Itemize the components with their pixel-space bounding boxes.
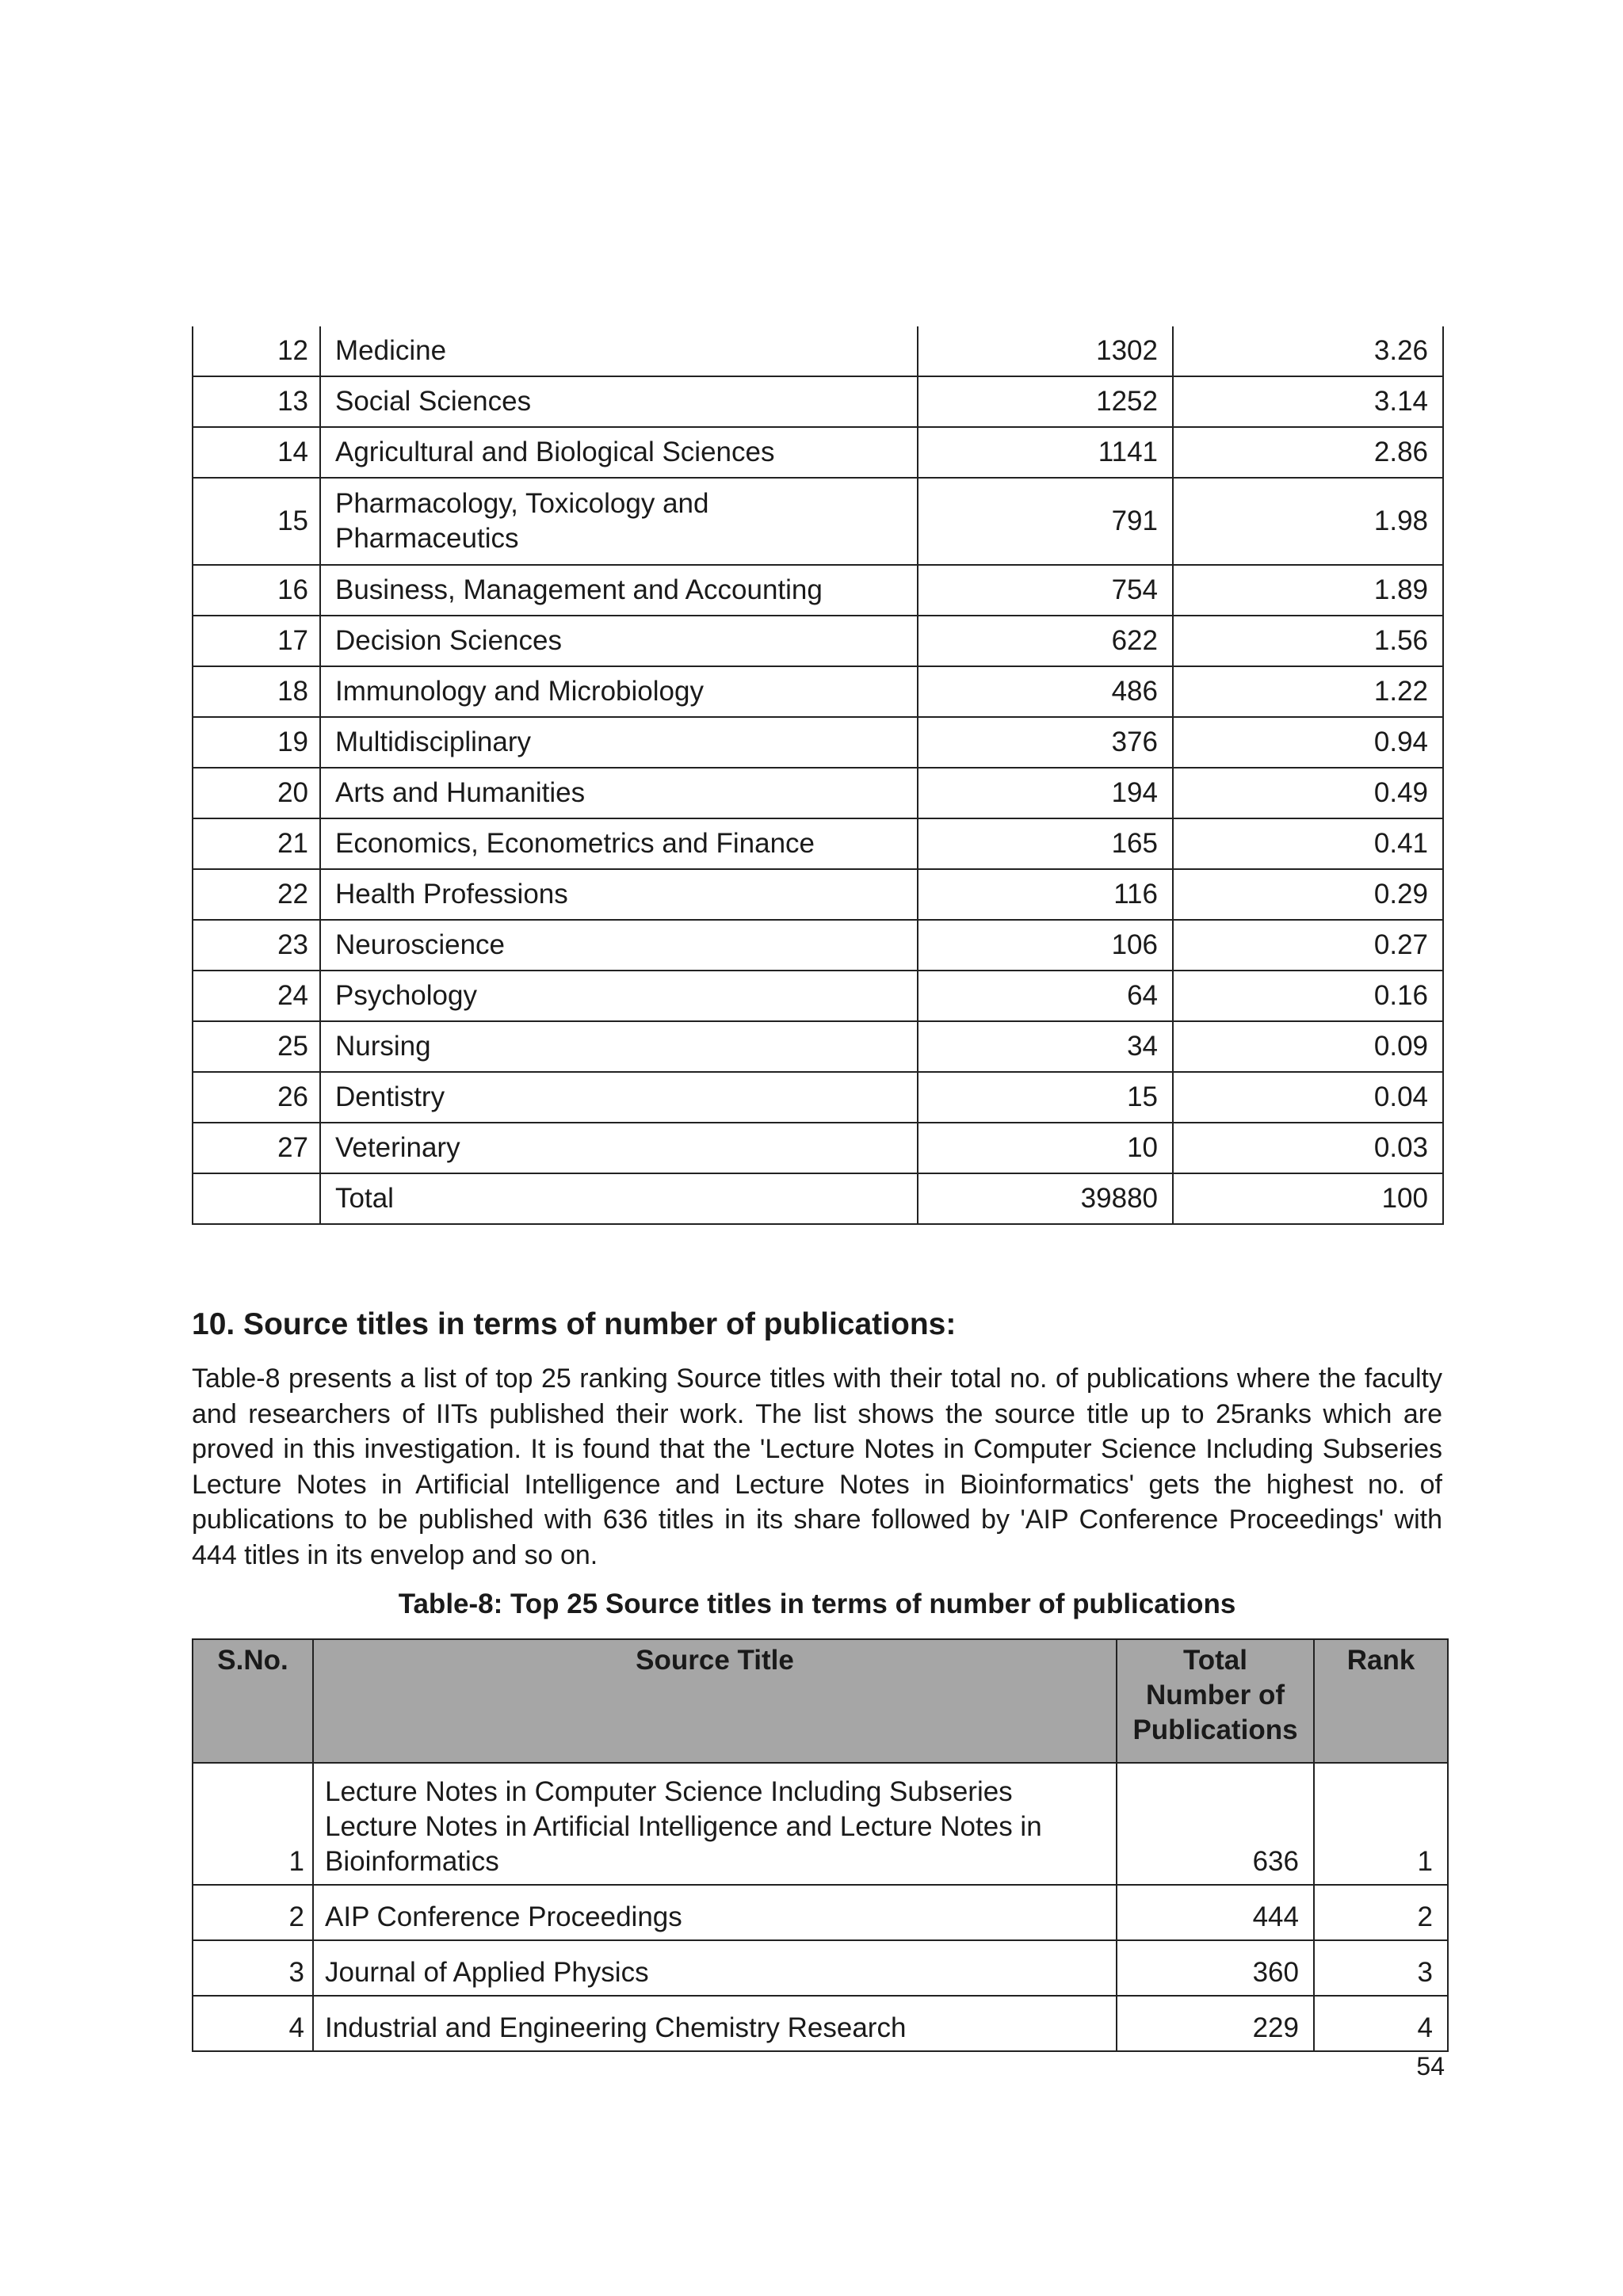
header-sno: S.No. bbox=[193, 1639, 313, 1763]
table-row bbox=[193, 869, 1443, 920]
serial-number: 17 bbox=[193, 616, 320, 666]
page-number: 54 bbox=[1416, 2052, 1445, 2081]
source-title: AIP Conference Proceedings bbox=[313, 1885, 1117, 1940]
serial-number: 23 bbox=[193, 920, 320, 971]
subject-area: Neuroscience bbox=[320, 920, 918, 971]
total-label: Total bbox=[320, 1173, 918, 1224]
table-header-row bbox=[193, 1639, 1448, 1763]
percentage: 0.94 bbox=[1173, 717, 1443, 768]
total-row bbox=[193, 1173, 1443, 1224]
subject-area: Decision Sciences bbox=[320, 616, 918, 666]
serial-number: 12 bbox=[193, 326, 320, 376]
publication-count: 1141 bbox=[918, 427, 1173, 478]
table-row bbox=[193, 768, 1443, 818]
subject-area-table bbox=[192, 326, 1444, 1225]
source-title-line: Lecture Notes in Artificial Intelligence and Lecture Notes in bbox=[325, 1811, 1042, 1842]
subject-area: Medicine bbox=[320, 326, 918, 376]
subject-area: Psychology bbox=[320, 971, 918, 1021]
publication-count: 1252 bbox=[918, 376, 1173, 427]
serial-number: 24 bbox=[193, 971, 320, 1021]
percentage: 0.16 bbox=[1173, 971, 1443, 1021]
section-heading: 10. Source titles in terms of number of publications: bbox=[192, 1307, 957, 1341]
total-count: 39880 bbox=[918, 1173, 1173, 1224]
rank: 2 bbox=[1314, 1885, 1448, 1940]
publication-count: 10 bbox=[918, 1123, 1173, 1173]
percentage: 0.03 bbox=[1173, 1123, 1443, 1173]
publication-count: 754 bbox=[918, 565, 1173, 616]
publication-count: 194 bbox=[918, 768, 1173, 818]
source-title-line: Lecture Notes in Computer Science Including Subseries bbox=[325, 1776, 1013, 1807]
table-row bbox=[193, 818, 1443, 869]
serial-number: 4 bbox=[193, 1996, 313, 2051]
table-row bbox=[193, 1940, 1448, 1996]
total-publications: 229 bbox=[1117, 1996, 1314, 2051]
publication-count: 34 bbox=[918, 1021, 1173, 1072]
percentage: 1.89 bbox=[1173, 565, 1443, 616]
serial-number: 26 bbox=[193, 1072, 320, 1123]
table-row bbox=[193, 326, 1443, 376]
source-title-line: Bioinformatics bbox=[325, 1846, 499, 1877]
total-percentage: 100 bbox=[1173, 1173, 1443, 1224]
header-line: Number of bbox=[1146, 1680, 1285, 1711]
table-row bbox=[193, 1996, 1448, 2051]
publication-count: 106 bbox=[918, 920, 1173, 971]
serial-number: 3 bbox=[193, 1940, 313, 1996]
serial-number: 19 bbox=[193, 717, 320, 768]
percentage: 0.27 bbox=[1173, 920, 1443, 971]
header-line: Total bbox=[1182, 1645, 1247, 1676]
serial-number: 13 bbox=[193, 376, 320, 427]
subject-area: Economics, Econometrics and Finance bbox=[320, 818, 918, 869]
rank: 4 bbox=[1314, 1996, 1448, 2051]
total-publications: 360 bbox=[1117, 1940, 1314, 1996]
header-total-publications bbox=[1117, 1639, 1314, 1763]
percentage: 0.41 bbox=[1173, 818, 1443, 869]
table-row bbox=[193, 376, 1443, 427]
table-row bbox=[193, 920, 1443, 971]
table-row bbox=[193, 971, 1443, 1021]
table-row bbox=[193, 1021, 1443, 1072]
publication-count: 116 bbox=[918, 869, 1173, 920]
publication-count: 486 bbox=[918, 666, 1173, 717]
percentage: 0.04 bbox=[1173, 1072, 1443, 1123]
table-row bbox=[193, 1763, 1448, 1885]
percentage: 0.09 bbox=[1173, 1021, 1443, 1072]
publication-count: 165 bbox=[918, 818, 1173, 869]
serial-number: 27 bbox=[193, 1123, 320, 1173]
source-title bbox=[313, 1763, 1117, 1885]
publication-count: 64 bbox=[918, 971, 1173, 1021]
table-row bbox=[193, 478, 1443, 565]
percentage: 3.14 bbox=[1173, 376, 1443, 427]
table-row bbox=[193, 666, 1443, 717]
publication-count: 376 bbox=[918, 717, 1173, 768]
subject-area-line: Pharmacology, Toxicology and bbox=[335, 488, 709, 519]
subject-area: Health Professions bbox=[320, 869, 918, 920]
serial-number: 16 bbox=[193, 565, 320, 616]
total-publications: 444 bbox=[1117, 1885, 1314, 1940]
percentage: 0.49 bbox=[1173, 768, 1443, 818]
table-row bbox=[193, 1072, 1443, 1123]
header-line: Publications bbox=[1132, 1714, 1298, 1745]
percentage: 2.86 bbox=[1173, 427, 1443, 478]
subject-area: Agricultural and Biological Sciences bbox=[320, 427, 918, 478]
subject-area: Business, Management and Accounting bbox=[320, 565, 918, 616]
header-source-title: Source Title bbox=[313, 1639, 1117, 1763]
percentage: 1.56 bbox=[1173, 616, 1443, 666]
subject-area: Immunology and Microbiology bbox=[320, 666, 918, 717]
subject-area: Multidisciplinary bbox=[320, 717, 918, 768]
subject-area: Veterinary bbox=[320, 1123, 918, 1173]
serial-number: 2 bbox=[193, 1885, 313, 1940]
table-row bbox=[193, 427, 1443, 478]
serial-number-empty bbox=[193, 1173, 320, 1224]
serial-number: 18 bbox=[193, 666, 320, 717]
percentage: 3.26 bbox=[1173, 326, 1443, 376]
publication-count: 791 bbox=[918, 478, 1173, 565]
section-paragraph: Table-8 presents a list of top 25 ranking Source titles with their total no. of publications where the faculty and researchers of IITs published their work. The list shows the source title up to 25ranks which are proved in this investigation. It is found that the 'Lecture Notes in Computer Science Including Subseries Lecture Notes in Artificial Intelligence and Lecture Notes in Bioinformatics' gets the highest no. of publications to be published with 636 titles in its share followed by 'AIP Conference Proceedings' with 444 titles in its envelop and so on. bbox=[192, 1363, 1442, 1570]
table-row bbox=[193, 1885, 1448, 1940]
percentage: 1.22 bbox=[1173, 666, 1443, 717]
rank: 3 bbox=[1314, 1940, 1448, 1996]
subject-area: Dentistry bbox=[320, 1072, 918, 1123]
percentage: 1.98 bbox=[1173, 478, 1443, 565]
table-row bbox=[193, 565, 1443, 616]
rank: 1 bbox=[1314, 1763, 1448, 1885]
table-row bbox=[193, 1123, 1443, 1173]
publication-count: 15 bbox=[918, 1072, 1173, 1123]
table-caption: Table-8: Top 25 Source titles in terms of number of publications bbox=[398, 1589, 1236, 1619]
subject-area-line: Pharmaceutics bbox=[335, 523, 519, 554]
serial-number: 1 bbox=[193, 1763, 313, 1885]
table-row bbox=[193, 616, 1443, 666]
subject-area bbox=[320, 478, 918, 565]
total-publications: 636 bbox=[1117, 1763, 1314, 1885]
serial-number: 20 bbox=[193, 768, 320, 818]
serial-number: 21 bbox=[193, 818, 320, 869]
serial-number: 22 bbox=[193, 869, 320, 920]
table-row bbox=[193, 717, 1443, 768]
source-titles-table bbox=[192, 1638, 1449, 2052]
publication-count: 622 bbox=[918, 616, 1173, 666]
percentage: 0.29 bbox=[1173, 869, 1443, 920]
subject-area: Arts and Humanities bbox=[320, 768, 918, 818]
serial-number: 14 bbox=[193, 427, 320, 478]
header-rank: Rank bbox=[1314, 1639, 1448, 1763]
source-title: Industrial and Engineering Chemistry Research bbox=[313, 1996, 1117, 2051]
serial-number: 15 bbox=[193, 478, 320, 565]
source-title: Journal of Applied Physics bbox=[313, 1940, 1117, 1996]
publication-count: 1302 bbox=[918, 326, 1173, 376]
serial-number: 25 bbox=[193, 1021, 320, 1072]
subject-area: Nursing bbox=[320, 1021, 918, 1072]
subject-area: Social Sciences bbox=[320, 376, 918, 427]
